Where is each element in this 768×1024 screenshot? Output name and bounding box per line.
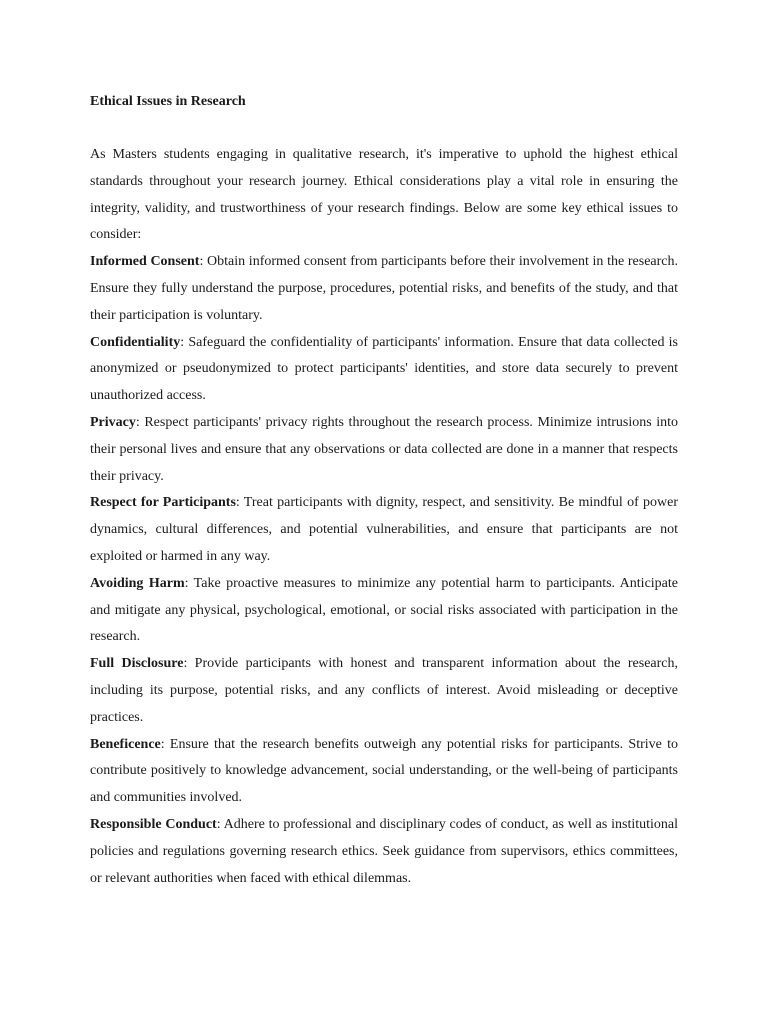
item-avoiding-harm	[90, 571, 678, 651]
item-full-disclosure	[90, 651, 678, 731]
item-term: Beneficence	[90, 736, 161, 752]
item-beneficence	[90, 732, 678, 812]
item-respect-for-participants	[90, 490, 678, 570]
item-text: : Provide participants with honest and transparent information about the research, including its purpose, potential risks, and any conflicts of interest. Avoid misleading or deceptive practices.	[90, 656, 678, 725]
item-text: : Respect participants' privacy rights throughout the research process. Minimize intrusions into their personal lives and ensure that any observations or data collected are done in a manner that respects their privacy.	[90, 414, 678, 484]
item-term: Responsible Conduct	[90, 816, 217, 832]
item-text: : Adhere to professional and disciplinary codes of conduct, as well as institutional policies and regulations governing research ethics. Seek guidance from supervisors, ethics committees, or relevant authorities when faced with ethical dilemmas.	[90, 816, 679, 886]
item-term: Confidentiality	[90, 334, 181, 350]
item-text: : Take proactive measures to minimize any potential harm to participants. Anticipate and mitigate any physical, psychological, emotional, or social risks associated with participation in the research.	[90, 575, 678, 645]
document-title: Ethical Issues in Research	[90, 94, 246, 109]
intro-paragraph: As Masters students engaging in qualitative research, it's imperative to uphold the highest ethical standards throughout your research journey. Ethical considerations play a vital role in ensuring the integrity, validity, and trustworthiness of your research findings. Below are some key ethical issues to consider:	[90, 147, 678, 243]
document-page	[90, 88, 678, 892]
item-text: : Obtain informed consent from participants before their involvement in the research. Ensure they fully understand the purpose, procedures, potential risks, and benefits of the study, and that their participation is voluntary.	[90, 254, 679, 323]
item-informed-consent	[90, 249, 678, 329]
item-term: Full Disclosure	[90, 656, 184, 672]
item-term: Privacy	[90, 414, 136, 430]
item-text: : Treat participants with dignity, respect, and sensitivity. Be mindful of power dynamics, cultural differences, and potential vulnerabilities, and ensure that participants are not exploited or harmed in any way.	[90, 495, 678, 564]
item-term: Informed Consent	[90, 254, 200, 270]
item-text: : Ensure that the research benefits outweigh any potential risks for participants. Strive to contribute positively to knowledge advancement, social understanding, or the well-being of participants and communities involved.	[90, 736, 678, 806]
item-term: Respect for Participants	[90, 495, 236, 511]
item-term: Avoiding Harm	[90, 575, 185, 591]
item-text: : Safeguard the confidentiality of participants' information. Ensure that data collected is anonymized or pseudonymized to protect participants' identities, and store data securely to prevent unauthorized access.	[90, 334, 678, 404]
item-privacy	[90, 410, 678, 490]
item-confidentiality	[90, 330, 678, 410]
item-responsible-conduct	[90, 812, 678, 892]
